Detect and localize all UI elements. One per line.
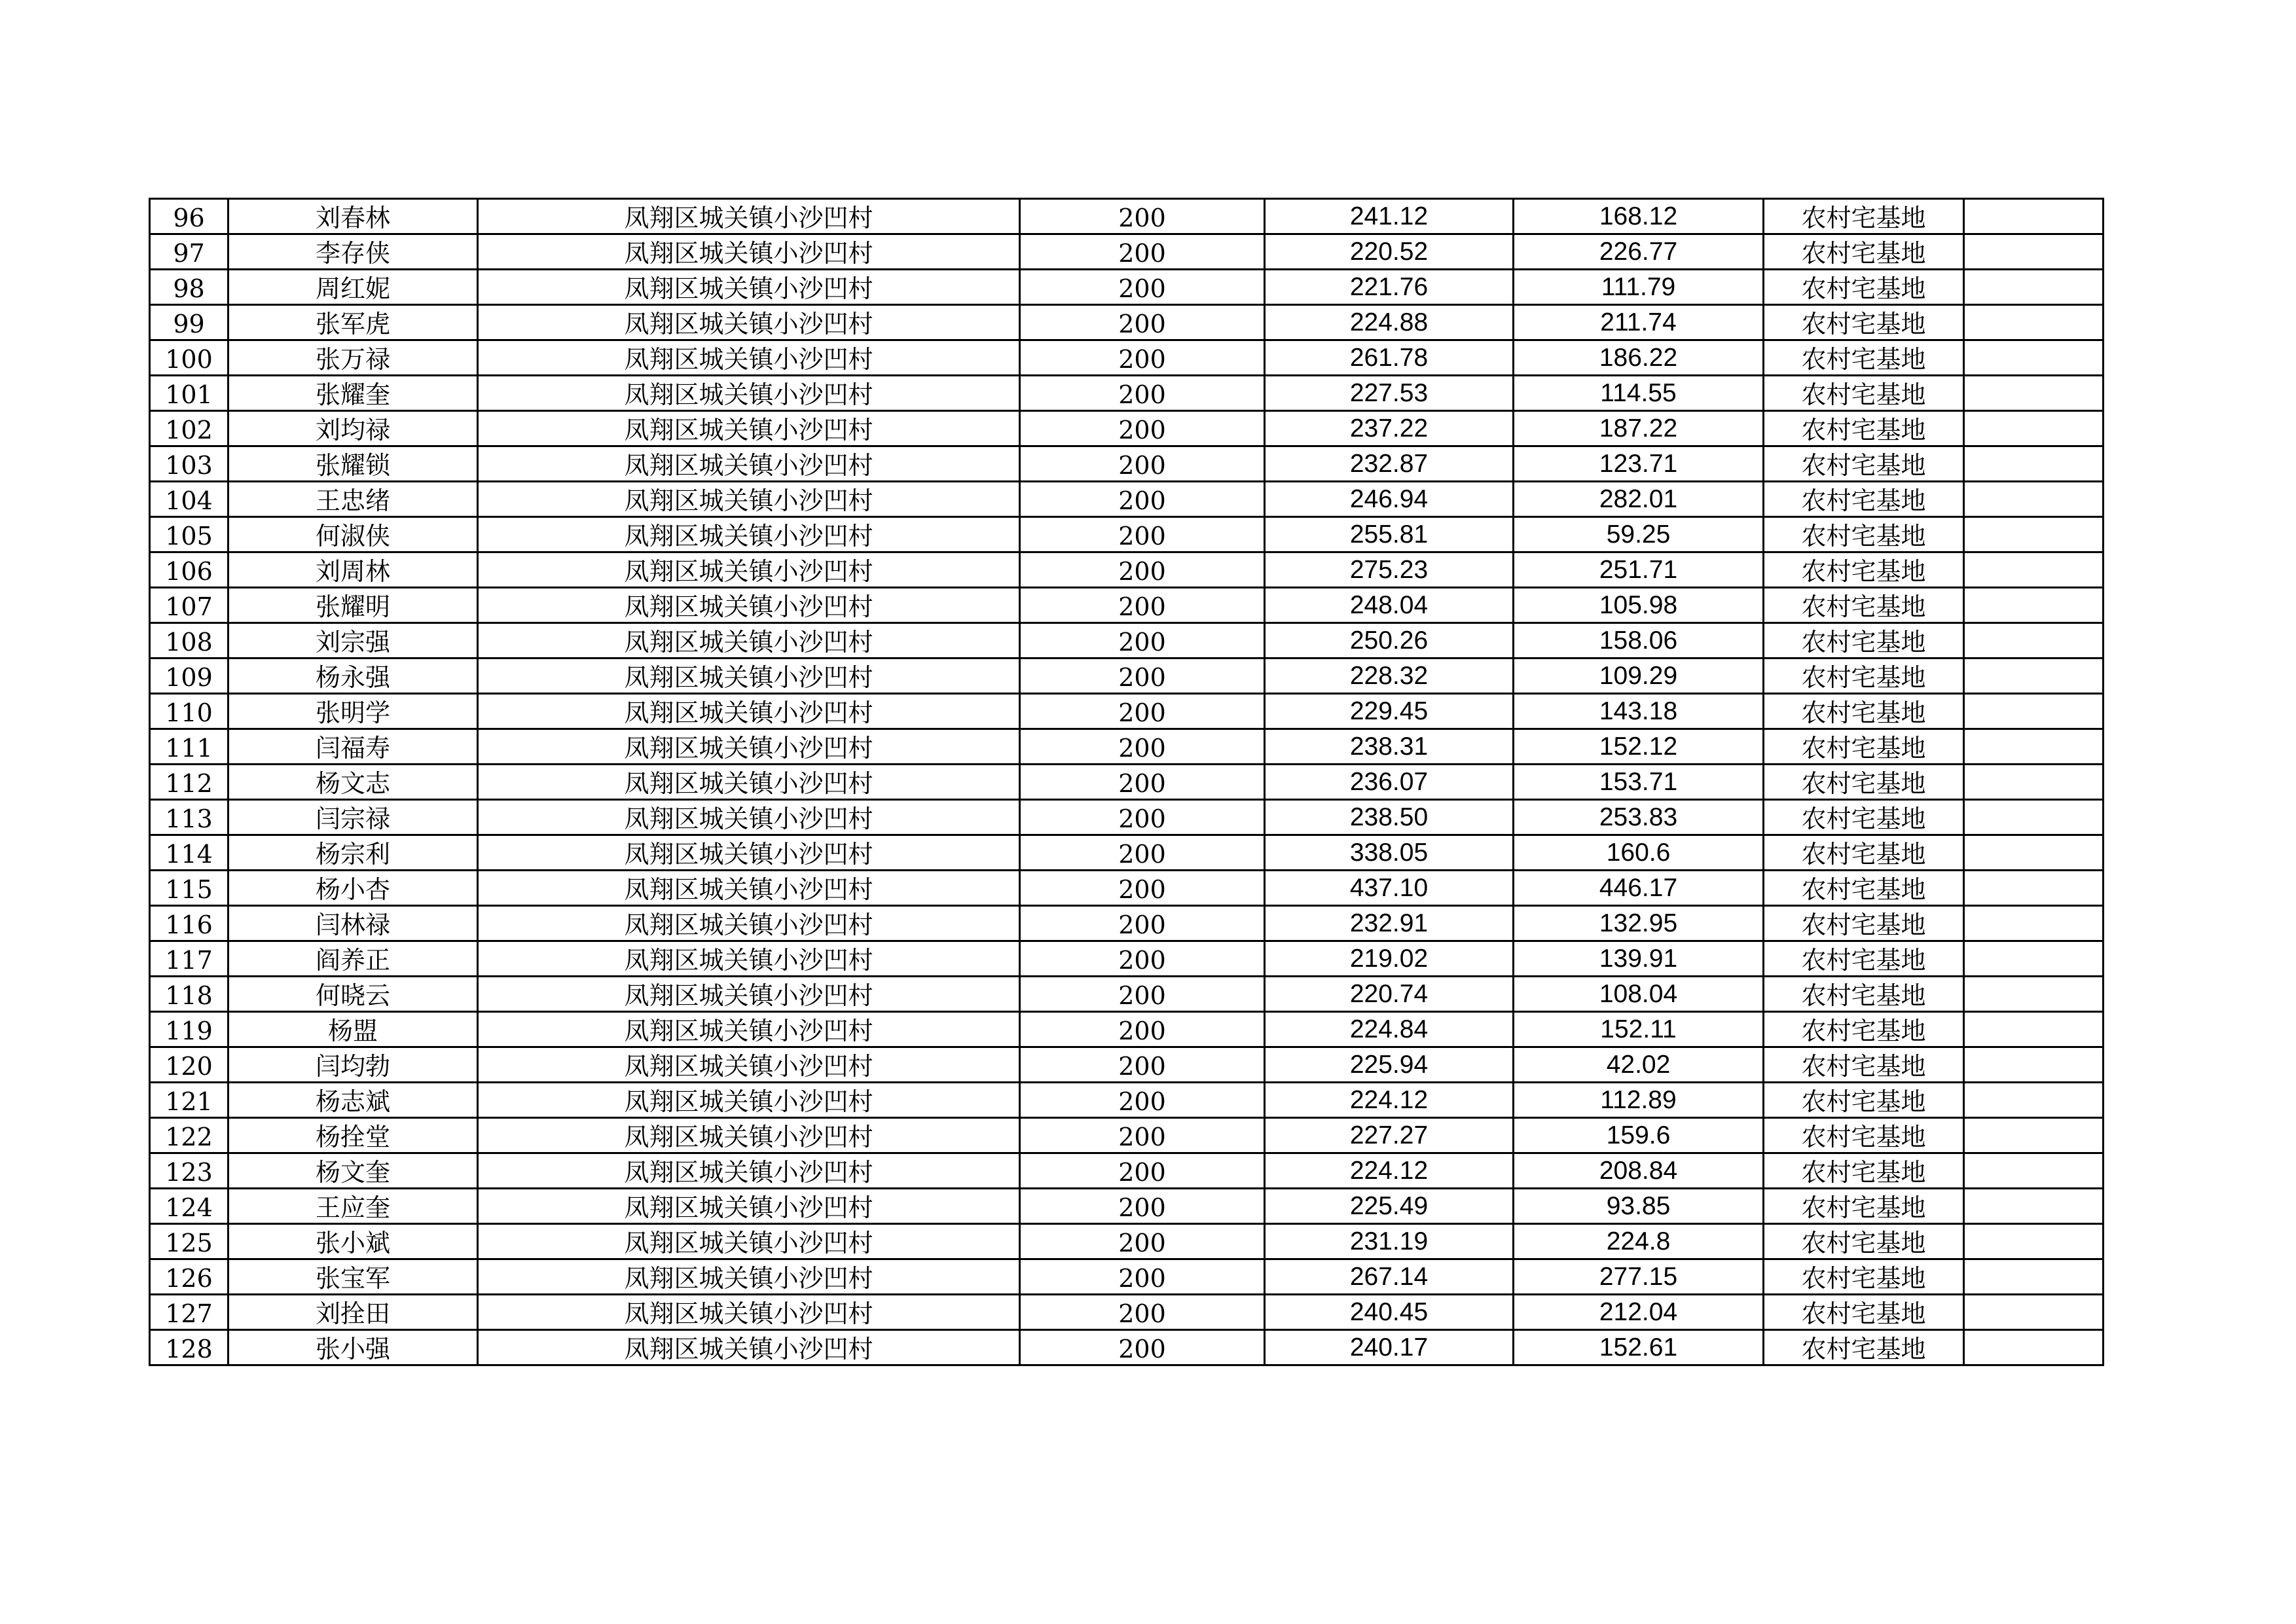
location-cell: 凤翔区城关镇小沙凹村	[478, 1153, 1020, 1189]
note-cell	[1964, 446, 2104, 482]
row-number-cell: 117	[150, 941, 228, 977]
standard-area-cell: 200	[1020, 411, 1265, 446]
table-row	[150, 1153, 2104, 1189]
row-number-cell: 97	[150, 234, 228, 270]
location-cell: 凤翔区城关镇小沙凹村	[478, 340, 1020, 376]
location-cell: 凤翔区城关镇小沙凹村	[478, 871, 1020, 906]
land-type-cell: 农村宅基地	[1764, 623, 1964, 659]
row-number-cell: 127	[150, 1295, 228, 1330]
land-type-cell: 农村宅基地	[1764, 1259, 1964, 1295]
table-row	[150, 199, 2104, 234]
note-cell	[1964, 411, 2104, 446]
land-type-cell: 农村宅基地	[1764, 1295, 1964, 1330]
note-cell	[1964, 1118, 2104, 1153]
name-cell: 闫福寿	[228, 729, 478, 765]
area2-cell: 159.6	[1514, 1118, 1764, 1153]
row-number-cell: 98	[150, 270, 228, 305]
note-cell	[1964, 1153, 2104, 1189]
note-cell	[1964, 906, 2104, 941]
note-cell	[1964, 1330, 2104, 1365]
area2-cell: 123.71	[1514, 446, 1764, 482]
note-cell	[1964, 1083, 2104, 1118]
area2-cell: 446.17	[1514, 871, 1764, 906]
table-row	[150, 1295, 2104, 1330]
area-cell: 240.17	[1265, 1330, 1514, 1365]
location-cell: 凤翔区城关镇小沙凹村	[478, 446, 1020, 482]
row-number-cell: 121	[150, 1083, 228, 1118]
name-cell: 杨文奎	[228, 1153, 478, 1189]
area-cell: 248.04	[1265, 588, 1514, 623]
table-row	[150, 446, 2104, 482]
location-cell: 凤翔区城关镇小沙凹村	[478, 941, 1020, 977]
area2-cell: 282.01	[1514, 482, 1764, 517]
table-row	[150, 800, 2104, 835]
table-row	[150, 835, 2104, 871]
name-cell: 王忠绪	[228, 482, 478, 517]
land-type-cell: 农村宅基地	[1764, 305, 1964, 340]
area-cell: 219.02	[1265, 941, 1514, 977]
table-row	[150, 411, 2104, 446]
row-number-cell: 119	[150, 1012, 228, 1047]
name-cell: 刘拴田	[228, 1295, 478, 1330]
land-type-cell: 农村宅基地	[1764, 482, 1964, 517]
land-type-cell: 农村宅基地	[1764, 234, 1964, 270]
table-body	[150, 199, 2104, 1365]
area-cell: 238.50	[1265, 800, 1514, 835]
note-cell	[1964, 305, 2104, 340]
area2-cell: 211.74	[1514, 305, 1764, 340]
name-cell: 张宝军	[228, 1259, 478, 1295]
standard-area-cell: 200	[1020, 588, 1265, 623]
table-row	[150, 305, 2104, 340]
table-row	[150, 552, 2104, 588]
name-cell: 张耀锁	[228, 446, 478, 482]
location-cell: 凤翔区城关镇小沙凹村	[478, 482, 1020, 517]
row-number-cell: 113	[150, 800, 228, 835]
row-number-cell: 122	[150, 1118, 228, 1153]
location-cell: 凤翔区城关镇小沙凹村	[478, 1330, 1020, 1365]
area2-cell: 253.83	[1514, 800, 1764, 835]
note-cell	[1964, 588, 2104, 623]
standard-area-cell: 200	[1020, 234, 1265, 270]
location-cell: 凤翔区城关镇小沙凹村	[478, 800, 1020, 835]
note-cell	[1964, 1295, 2104, 1330]
area-cell: 220.52	[1265, 234, 1514, 270]
land-type-cell: 农村宅基地	[1764, 800, 1964, 835]
land-type-cell: 农村宅基地	[1764, 1047, 1964, 1083]
standard-area-cell: 200	[1020, 906, 1265, 941]
name-cell: 李存侠	[228, 234, 478, 270]
location-cell: 凤翔区城关镇小沙凹村	[478, 835, 1020, 871]
land-type-cell: 农村宅基地	[1764, 1153, 1964, 1189]
land-type-cell: 农村宅基地	[1764, 1189, 1964, 1224]
note-cell	[1964, 871, 2104, 906]
table-row	[150, 270, 2104, 305]
area-cell: 224.84	[1265, 1012, 1514, 1047]
name-cell: 杨文志	[228, 765, 478, 800]
standard-area-cell: 200	[1020, 871, 1265, 906]
name-cell: 何晓云	[228, 977, 478, 1012]
table-row	[150, 1047, 2104, 1083]
standard-area-cell: 200	[1020, 340, 1265, 376]
area-cell: 241.12	[1265, 199, 1514, 234]
area2-cell: 93.85	[1514, 1189, 1764, 1224]
note-cell	[1964, 659, 2104, 694]
table-row	[150, 977, 2104, 1012]
row-number-cell: 109	[150, 659, 228, 694]
table-row	[150, 941, 2104, 977]
land-register-table	[149, 198, 2104, 1366]
area-cell: 228.32	[1265, 659, 1514, 694]
table-row	[150, 517, 2104, 552]
area-cell: 232.91	[1265, 906, 1514, 941]
name-cell: 杨宗利	[228, 835, 478, 871]
area2-cell: 153.71	[1514, 765, 1764, 800]
location-cell: 凤翔区城关镇小沙凹村	[478, 588, 1020, 623]
note-cell	[1964, 270, 2104, 305]
area2-cell: 212.04	[1514, 1295, 1764, 1330]
standard-area-cell: 200	[1020, 1083, 1265, 1118]
table-row	[150, 1189, 2104, 1224]
note-cell	[1964, 1047, 2104, 1083]
location-cell: 凤翔区城关镇小沙凹村	[478, 1012, 1020, 1047]
area2-cell: 112.89	[1514, 1083, 1764, 1118]
note-cell	[1964, 1224, 2104, 1259]
row-number-cell: 120	[150, 1047, 228, 1083]
row-number-cell: 125	[150, 1224, 228, 1259]
table-row	[150, 1012, 2104, 1047]
location-cell: 凤翔区城关镇小沙凹村	[478, 765, 1020, 800]
note-cell	[1964, 376, 2104, 411]
land-type-cell: 农村宅基地	[1764, 1083, 1964, 1118]
name-cell: 张小强	[228, 1330, 478, 1365]
standard-area-cell: 200	[1020, 659, 1265, 694]
location-cell: 凤翔区城关镇小沙凹村	[478, 411, 1020, 446]
row-number-cell: 107	[150, 588, 228, 623]
note-cell	[1964, 941, 2104, 977]
area2-cell: 59.25	[1514, 517, 1764, 552]
name-cell: 杨盟	[228, 1012, 478, 1047]
land-type-cell: 农村宅基地	[1764, 376, 1964, 411]
row-number-cell: 99	[150, 305, 228, 340]
row-number-cell: 103	[150, 446, 228, 482]
area2-cell: 105.98	[1514, 588, 1764, 623]
row-number-cell: 111	[150, 729, 228, 765]
standard-area-cell: 200	[1020, 623, 1265, 659]
standard-area-cell: 200	[1020, 1012, 1265, 1047]
area-cell: 255.81	[1265, 517, 1514, 552]
standard-area-cell: 200	[1020, 1118, 1265, 1153]
name-cell: 张耀明	[228, 588, 478, 623]
standard-area-cell: 200	[1020, 1047, 1265, 1083]
land-type-cell: 农村宅基地	[1764, 552, 1964, 588]
standard-area-cell: 200	[1020, 1295, 1265, 1330]
row-number-cell: 112	[150, 765, 228, 800]
land-type-cell: 农村宅基地	[1764, 659, 1964, 694]
land-type-cell: 农村宅基地	[1764, 340, 1964, 376]
land-type-cell: 农村宅基地	[1764, 446, 1964, 482]
table-row	[150, 588, 2104, 623]
note-cell	[1964, 1259, 2104, 1295]
table-row	[150, 729, 2104, 765]
table-row	[150, 1224, 2104, 1259]
area2-cell: 208.84	[1514, 1153, 1764, 1189]
land-type-cell: 农村宅基地	[1764, 199, 1964, 234]
name-cell: 杨小杏	[228, 871, 478, 906]
area-cell: 236.07	[1265, 765, 1514, 800]
land-type-cell: 农村宅基地	[1764, 1118, 1964, 1153]
note-cell	[1964, 729, 2104, 765]
standard-area-cell: 200	[1020, 765, 1265, 800]
location-cell: 凤翔区城关镇小沙凹村	[478, 694, 1020, 729]
table-row	[150, 482, 2104, 517]
land-type-cell: 农村宅基地	[1764, 694, 1964, 729]
area2-cell: 277.15	[1514, 1259, 1764, 1295]
row-number-cell: 115	[150, 871, 228, 906]
row-number-cell: 123	[150, 1153, 228, 1189]
location-cell: 凤翔区城关镇小沙凹村	[478, 552, 1020, 588]
area2-cell: 139.91	[1514, 941, 1764, 977]
table-row	[150, 1330, 2104, 1365]
standard-area-cell: 200	[1020, 1189, 1265, 1224]
row-number-cell: 116	[150, 906, 228, 941]
note-cell	[1964, 977, 2104, 1012]
table-row	[150, 234, 2104, 270]
area-cell: 275.23	[1265, 552, 1514, 588]
location-cell: 凤翔区城关镇小沙凹村	[478, 1083, 1020, 1118]
name-cell: 刘周林	[228, 552, 478, 588]
location-cell: 凤翔区城关镇小沙凹村	[478, 1224, 1020, 1259]
area-cell: 220.74	[1265, 977, 1514, 1012]
location-cell: 凤翔区城关镇小沙凹村	[478, 1047, 1020, 1083]
note-cell	[1964, 552, 2104, 588]
land-type-cell: 农村宅基地	[1764, 765, 1964, 800]
row-number-cell: 100	[150, 340, 228, 376]
standard-area-cell: 200	[1020, 1224, 1265, 1259]
standard-area-cell: 200	[1020, 552, 1265, 588]
area2-cell: 108.04	[1514, 977, 1764, 1012]
standard-area-cell: 200	[1020, 694, 1265, 729]
table-row	[150, 871, 2104, 906]
standard-area-cell: 200	[1020, 482, 1265, 517]
row-number-cell: 105	[150, 517, 228, 552]
standard-area-cell: 200	[1020, 800, 1265, 835]
area-cell: 225.49	[1265, 1189, 1514, 1224]
note-cell	[1964, 340, 2104, 376]
area2-cell: 226.77	[1514, 234, 1764, 270]
name-cell: 刘春林	[228, 199, 478, 234]
area2-cell: 132.95	[1514, 906, 1764, 941]
location-cell: 凤翔区城关镇小沙凹村	[478, 1189, 1020, 1224]
location-cell: 凤翔区城关镇小沙凹村	[478, 270, 1020, 305]
standard-area-cell: 200	[1020, 1330, 1265, 1365]
area-cell: 437.10	[1265, 871, 1514, 906]
area2-cell: 168.12	[1514, 199, 1764, 234]
land-type-cell: 农村宅基地	[1764, 1224, 1964, 1259]
area2-cell: 186.22	[1514, 340, 1764, 376]
name-cell: 张万禄	[228, 340, 478, 376]
table-row	[150, 1259, 2104, 1295]
area2-cell: 152.12	[1514, 729, 1764, 765]
table-row	[150, 1083, 2104, 1118]
name-cell: 刘均禄	[228, 411, 478, 446]
standard-area-cell: 200	[1020, 446, 1265, 482]
area-cell: 229.45	[1265, 694, 1514, 729]
location-cell: 凤翔区城关镇小沙凹村	[478, 977, 1020, 1012]
area-cell: 221.76	[1265, 270, 1514, 305]
land-type-cell: 农村宅基地	[1764, 517, 1964, 552]
row-number-cell: 128	[150, 1330, 228, 1365]
standard-area-cell: 200	[1020, 376, 1265, 411]
name-cell: 闫均勃	[228, 1047, 478, 1083]
name-cell: 杨拴堂	[228, 1118, 478, 1153]
row-number-cell: 126	[150, 1259, 228, 1295]
area2-cell: 251.71	[1514, 552, 1764, 588]
standard-area-cell: 200	[1020, 729, 1265, 765]
location-cell: 凤翔区城关镇小沙凹村	[478, 659, 1020, 694]
area2-cell: 187.22	[1514, 411, 1764, 446]
note-cell	[1964, 765, 2104, 800]
area2-cell: 111.79	[1514, 270, 1764, 305]
table-row	[150, 765, 2104, 800]
name-cell: 闫宗禄	[228, 800, 478, 835]
table-row	[150, 376, 2104, 411]
area2-cell: 160.6	[1514, 835, 1764, 871]
area-cell: 232.87	[1265, 446, 1514, 482]
location-cell: 凤翔区城关镇小沙凹村	[478, 517, 1020, 552]
area2-cell: 152.61	[1514, 1330, 1764, 1365]
row-number-cell: 108	[150, 623, 228, 659]
name-cell: 王应奎	[228, 1189, 478, 1224]
area-cell: 246.94	[1265, 482, 1514, 517]
area-cell: 224.12	[1265, 1153, 1514, 1189]
area-cell: 225.94	[1265, 1047, 1514, 1083]
standard-area-cell: 200	[1020, 835, 1265, 871]
row-number-cell: 124	[150, 1189, 228, 1224]
area2-cell: 152.11	[1514, 1012, 1764, 1047]
note-cell	[1964, 1012, 2104, 1047]
land-type-cell: 农村宅基地	[1764, 729, 1964, 765]
location-cell: 凤翔区城关镇小沙凹村	[478, 199, 1020, 234]
name-cell: 杨永强	[228, 659, 478, 694]
note-cell	[1964, 199, 2104, 234]
note-cell	[1964, 234, 2104, 270]
table-row	[150, 659, 2104, 694]
area2-cell: 158.06	[1514, 623, 1764, 659]
area-cell: 238.31	[1265, 729, 1514, 765]
note-cell	[1964, 694, 2104, 729]
land-type-cell: 农村宅基地	[1764, 588, 1964, 623]
area-cell: 227.53	[1265, 376, 1514, 411]
row-number-cell: 96	[150, 199, 228, 234]
location-cell: 凤翔区城关镇小沙凹村	[478, 623, 1020, 659]
standard-area-cell: 200	[1020, 1153, 1265, 1189]
standard-area-cell: 200	[1020, 305, 1265, 340]
standard-area-cell: 200	[1020, 270, 1265, 305]
land-type-cell: 农村宅基地	[1764, 977, 1964, 1012]
note-cell	[1964, 800, 2104, 835]
name-cell: 周红妮	[228, 270, 478, 305]
area-cell: 224.12	[1265, 1083, 1514, 1118]
area-cell: 231.19	[1265, 1224, 1514, 1259]
name-cell: 何淑侠	[228, 517, 478, 552]
location-cell: 凤翔区城关镇小沙凹村	[478, 305, 1020, 340]
area2-cell: 42.02	[1514, 1047, 1764, 1083]
standard-area-cell: 200	[1020, 977, 1265, 1012]
land-type-cell: 农村宅基地	[1764, 270, 1964, 305]
note-cell	[1964, 835, 2104, 871]
row-number-cell: 104	[150, 482, 228, 517]
location-cell: 凤翔区城关镇小沙凹村	[478, 376, 1020, 411]
standard-area-cell: 200	[1020, 941, 1265, 977]
location-cell: 凤翔区城关镇小沙凹村	[478, 1259, 1020, 1295]
area-cell: 227.27	[1265, 1118, 1514, 1153]
table-row	[150, 1118, 2104, 1153]
row-number-cell: 110	[150, 694, 228, 729]
land-type-cell: 农村宅基地	[1764, 871, 1964, 906]
area-cell: 250.26	[1265, 623, 1514, 659]
standard-area-cell: 200	[1020, 199, 1265, 234]
standard-area-cell: 200	[1020, 517, 1265, 552]
name-cell: 杨志斌	[228, 1083, 478, 1118]
area-cell: 224.88	[1265, 305, 1514, 340]
area2-cell: 143.18	[1514, 694, 1764, 729]
table-row	[150, 906, 2104, 941]
row-number-cell: 114	[150, 835, 228, 871]
note-cell	[1964, 1189, 2104, 1224]
note-cell	[1964, 517, 2104, 552]
name-cell: 张明学	[228, 694, 478, 729]
area2-cell: 114.55	[1514, 376, 1764, 411]
location-cell: 凤翔区城关镇小沙凹村	[478, 729, 1020, 765]
name-cell: 刘宗强	[228, 623, 478, 659]
location-cell: 凤翔区城关镇小沙凹村	[478, 906, 1020, 941]
location-cell: 凤翔区城关镇小沙凹村	[478, 1295, 1020, 1330]
land-type-cell: 农村宅基地	[1764, 906, 1964, 941]
location-cell: 凤翔区城关镇小沙凹村	[478, 1118, 1020, 1153]
name-cell: 张小斌	[228, 1224, 478, 1259]
standard-area-cell: 200	[1020, 1259, 1265, 1295]
area-cell: 237.22	[1265, 411, 1514, 446]
name-cell: 张耀奎	[228, 376, 478, 411]
area-cell: 240.45	[1265, 1295, 1514, 1330]
area2-cell: 224.8	[1514, 1224, 1764, 1259]
name-cell: 张军虎	[228, 305, 478, 340]
name-cell: 闫林禄	[228, 906, 478, 941]
table-row	[150, 694, 2104, 729]
location-cell: 凤翔区城关镇小沙凹村	[478, 234, 1020, 270]
land-type-cell: 农村宅基地	[1764, 411, 1964, 446]
row-number-cell: 101	[150, 376, 228, 411]
note-cell	[1964, 623, 2104, 659]
name-cell: 阎养正	[228, 941, 478, 977]
table-row	[150, 340, 2104, 376]
land-type-cell: 农村宅基地	[1764, 941, 1964, 977]
note-cell	[1964, 482, 2104, 517]
area-cell: 267.14	[1265, 1259, 1514, 1295]
land-type-cell: 农村宅基地	[1764, 1330, 1964, 1365]
area-cell: 261.78	[1265, 340, 1514, 376]
row-number-cell: 118	[150, 977, 228, 1012]
row-number-cell: 102	[150, 411, 228, 446]
area-cell: 338.05	[1265, 835, 1514, 871]
table-row	[150, 623, 2104, 659]
area2-cell: 109.29	[1514, 659, 1764, 694]
row-number-cell: 106	[150, 552, 228, 588]
land-type-cell: 农村宅基地	[1764, 835, 1964, 871]
land-type-cell: 农村宅基地	[1764, 1012, 1964, 1047]
